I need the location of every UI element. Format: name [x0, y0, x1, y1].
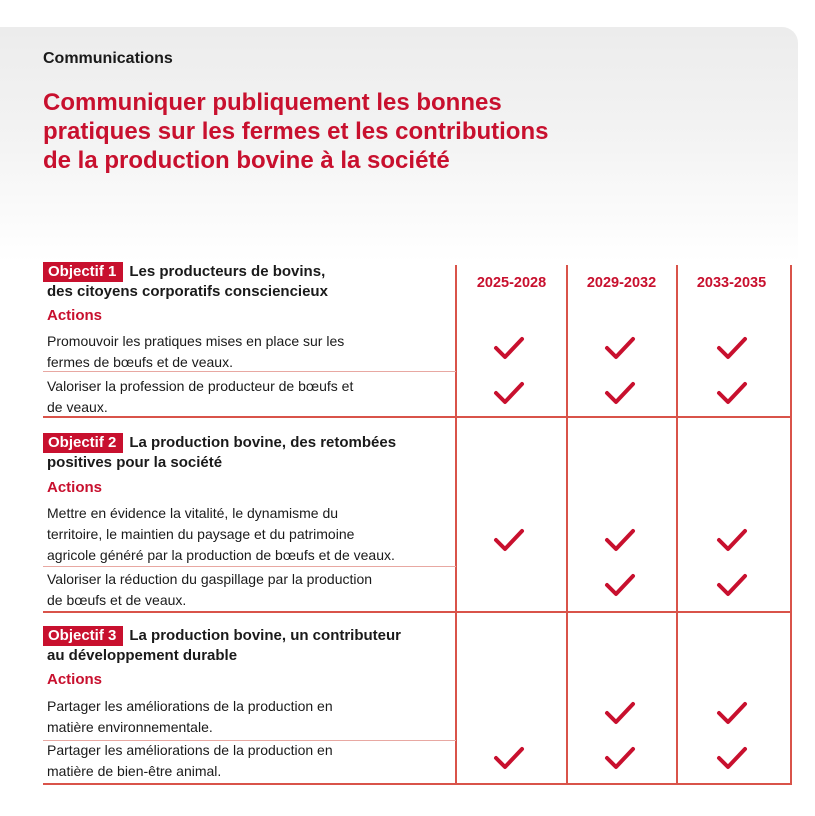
objective-title: au développement durable: [47, 647, 238, 664]
action-item: [47, 376, 457, 418]
title-line: pratiques sur les fermes et les contributions: [43, 118, 549, 145]
checkmark-icon: [493, 745, 525, 771]
action-item: [47, 331, 457, 373]
row-divider: [43, 611, 792, 613]
objective-title: positives pour la société: [47, 454, 223, 471]
checkmark-icon: [716, 335, 748, 361]
section-label: Communications: [43, 50, 173, 67]
action-text: de bœufs et de veaux.: [47, 592, 187, 608]
objective-3-title: [43, 626, 463, 666]
action-text: Promouvoir les pratiques mises en place sur les: [47, 333, 345, 349]
checkmark-icon: [716, 380, 748, 406]
action-divider: [43, 566, 456, 567]
checkmark-icon: [716, 572, 748, 598]
year-header: 2025-2028: [476, 275, 547, 291]
checkmark-icon: [604, 335, 636, 361]
grid-line: [790, 265, 792, 785]
action-item: [47, 569, 457, 611]
checkmark-icon: [604, 700, 636, 726]
checkmark-icon: [604, 527, 636, 553]
action-text: Partager les améliorations de la production en: [47, 698, 333, 714]
grid-line: [676, 265, 678, 785]
year-header: 2029-2032: [586, 275, 657, 291]
action-item: [47, 696, 457, 738]
checkmark-icon: [604, 572, 636, 598]
checkmark-icon: [716, 700, 748, 726]
action-text: matière environnementale.: [47, 719, 213, 735]
action-text: Valoriser la réduction du gaspillage par la production: [47, 571, 373, 587]
objective-title: La production bovine, un contributeur: [129, 627, 402, 644]
year-header: 2033-2035: [696, 275, 767, 291]
action-text: matière de bien-être animal.: [47, 763, 222, 779]
objective-badge: Objectif 3: [43, 626, 123, 646]
objective-2-title: [43, 433, 463, 473]
action-text: Partager les améliorations de la production en: [47, 742, 333, 758]
page-title: [43, 88, 743, 175]
checkmark-icon: [716, 745, 748, 771]
action-item: [47, 503, 457, 566]
objective-badge: Objectif 2: [43, 433, 123, 453]
actions-label: Actions: [47, 479, 103, 496]
objective-title: des citoyens corporatifs consciencieux: [47, 283, 328, 300]
objective-title: Les producteurs de bovins,: [129, 263, 326, 280]
checkmark-icon: [604, 380, 636, 406]
action-item: [47, 740, 457, 782]
title-line: Communiquer publiquement les bonnes: [43, 89, 502, 116]
checkmark-icon: [493, 527, 525, 553]
checkmark-icon: [604, 745, 636, 771]
actions-label: Actions: [47, 307, 103, 324]
objective-badge: Objectif 1: [43, 262, 123, 282]
action-text: territoire, le maintien du paysage et du patrimoine: [47, 526, 355, 542]
actions-label: Actions: [47, 671, 103, 688]
action-text: agricole généré par la production de bœufs et de veaux.: [47, 547, 395, 563]
row-divider: [43, 783, 792, 785]
objective-1-title: [43, 262, 463, 302]
action-text: Valoriser la profession de producteur de bœufs et: [47, 378, 354, 394]
checkmark-icon: [493, 335, 525, 361]
objective-title: La production bovine, des retombées: [129, 434, 397, 451]
action-text: de veaux.: [47, 399, 108, 415]
title-line: de la production bovine à la société: [43, 147, 450, 174]
action-text: Mettre en évidence la vitalité, le dynamisme du: [47, 505, 339, 521]
checkmark-icon: [493, 380, 525, 406]
action-text: fermes de bœufs et de veaux.: [47, 354, 233, 370]
grid-line: [566, 265, 568, 785]
checkmark-icon: [716, 527, 748, 553]
